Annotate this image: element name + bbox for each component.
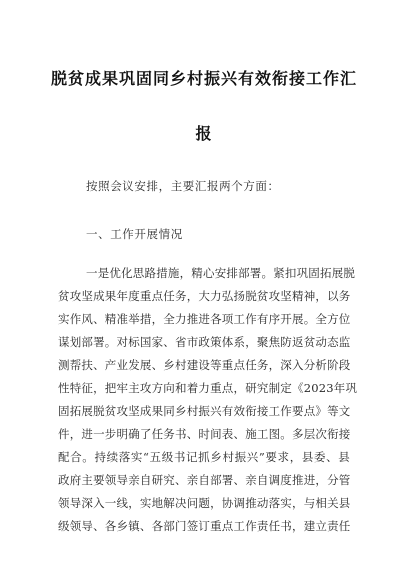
paragraph-line: 件，进一步明确了任务书、时间表、施工图。多层次衔接 <box>58 427 351 441</box>
paragraph-line: 一是优化思路措施，精心安排部署。紧扣巩固拓展脱 <box>86 266 356 280</box>
paragraph-line: 性特征，把牢主攻方向和着力重点，研究制定《2023年巩 <box>58 381 358 395</box>
paragraph-line: 贫攻坚成果年度重点任务，大力弘扬脱贫攻坚精神，以务 <box>58 289 351 303</box>
paragraph-line: 实作风、精准举措，全力推进各项工作有序开展。全方位 <box>58 312 351 326</box>
paragraph-line: 配合。持续落实“五级书记抓乡村振兴”要求，县委、县 <box>58 450 350 464</box>
paragraph-line: 级领导、各乡镇、各部门签订重点工作责任书，建立责任 <box>58 519 351 533</box>
intro-text: 按照会议安排，主要汇报两个方面： <box>86 179 280 193</box>
paragraph-line: 谋划部署。对标国家、省市政策体系，聚焦防返贫动态监 <box>58 335 351 349</box>
paragraph-line: 测帮扶、产业发展、乡村建设等重点任务，深入分析阶段 <box>58 358 351 372</box>
paragraph-line: 政府主要领导亲自研究、亲自部署、亲自调度推进，分管 <box>58 473 351 487</box>
section-heading: 一、工作开展情况 <box>86 227 183 241</box>
document-title-line-2: 报 <box>195 124 213 143</box>
paragraph-line: 领导深入一线，实地解决问题，协调推动落实，与相关县 <box>58 496 351 510</box>
paragraph-line: 固拓展脱贫攻坚成果同乡村振兴有效衔接工作要点》等文 <box>58 404 351 418</box>
document-title-line-1: 脱贫成果巩固同乡村振兴有效衔接工作汇 <box>50 69 357 88</box>
